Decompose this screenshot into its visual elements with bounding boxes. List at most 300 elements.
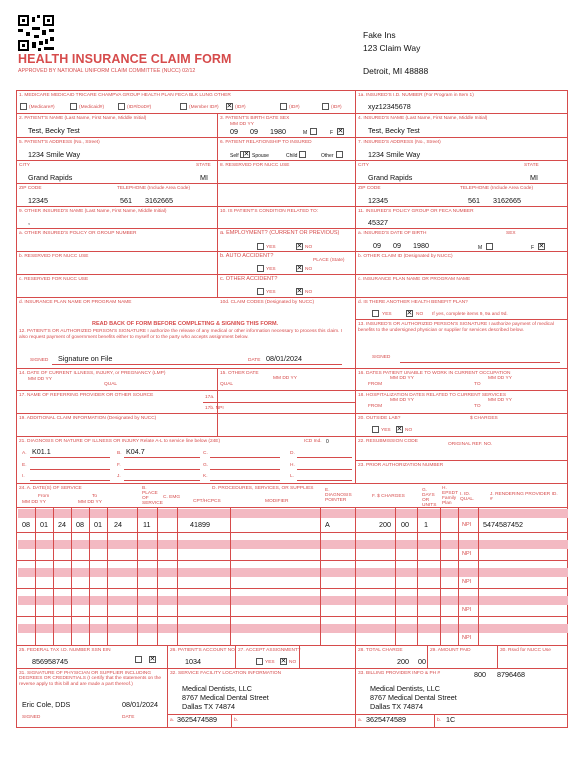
grid-line <box>107 507 108 645</box>
box24-modifier-label: MODIFIER <box>265 499 289 504</box>
box16-from-mmddyy: MM DD YY <box>390 376 414 381</box>
ein-checkbox[interactable] <box>149 656 156 663</box>
line-letter-label: H. <box>290 463 295 468</box>
diagnosis-a-field[interactable]: K01.1 <box>32 447 51 456</box>
tricare-checkbox[interactable] <box>118 103 125 110</box>
auto-yes-label: YES <box>266 267 276 272</box>
insured-zip-field[interactable]: 12345 <box>368 196 388 205</box>
box5-label: 5. PATIENT'S ADDRESS (No., Street) <box>19 140 100 145</box>
line-letter-label: D. <box>290 451 295 456</box>
qr-code-icon <box>18 15 54 51</box>
box16-to-mmddyy: MM DD YY <box>488 376 512 381</box>
box8-label: 8. RESERVED FOR NUCC USE <box>220 163 290 168</box>
box32-label: 32. SERVICE FACILITY LOCATION INFORMATION <box>170 671 282 676</box>
patient-signature-field[interactable]: Signature on File <box>58 354 113 363</box>
box31-label: 31. SIGNATURE OF PHYSICIAN OR SUPPLIER INCLUDING DEGREES OR CREDENTIALS (I certify that the statements on the reverse apply to this bill and are made a part thereof.) <box>19 671 162 687</box>
qr-module <box>49 29 54 32</box>
box9b-label: b. RESERVED FOR NUCC USE <box>19 254 89 259</box>
billing-street-field[interactable]: 8767 Medical Dental Street <box>370 693 457 702</box>
rel-spouse-label: Spouse <box>252 153 269 159</box>
billing-phone-field[interactable]: 8796468 <box>497 670 525 679</box>
box23-label: 23. PRIOR AUTHORIZATION NUMBER <box>358 463 444 468</box>
line1-from-mm[interactable]: 08 <box>22 520 30 529</box>
box10-label: 10. IS PATIENT'S CONDITION RELATED TO: <box>220 209 319 214</box>
other-acc-yes-label: YES <box>266 290 276 295</box>
box7-state-label: STATE <box>524 163 539 168</box>
another-plan-yes-checkbox[interactable] <box>372 310 379 317</box>
box24-cpt-label: CPT/HCPCS <box>193 499 221 504</box>
box17a-label: 17a. <box>205 395 215 400</box>
qr-module <box>45 39 48 44</box>
facility-name-field[interactable]: Medical Dentists, LLC <box>182 684 252 693</box>
sex-m-label: M <box>303 130 308 136</box>
box24j-header: J. RENDERING PROVIDER ID. # <box>490 492 558 502</box>
box16-from: FROM <box>368 382 383 387</box>
other-insured-name-field[interactable]: , <box>28 217 30 226</box>
insured-sex-f-label: F <box>531 245 535 251</box>
other-acc-no-checkbox[interactable] <box>296 288 303 295</box>
service-line-shading <box>18 540 568 549</box>
insured-id-field[interactable]: xyz12345678 <box>368 102 411 111</box>
box15-label: 15. OTHER DATE <box>220 371 259 376</box>
box7-tel-label: TELEPHONE (Include Area Code) <box>460 186 534 191</box>
insured-birth-dd-field[interactable]: 09 <box>393 241 401 250</box>
grid-line <box>52 364 342 365</box>
service-line-shading <box>18 624 568 633</box>
patient-city-field[interactable]: Grand Rapids <box>28 173 73 182</box>
rel-other-label: Other <box>321 153 334 159</box>
another-plan-yes-label: YES <box>382 312 392 317</box>
box11-label: 11. INSURED'S POLICY GROUP OR FECA NUMBER <box>358 209 474 214</box>
box17-label: 17. NAME OF REFERRING PROVIDER OR OTHER SOURCE <box>19 393 154 398</box>
box18-to-mmddyy: MM DD YY <box>488 398 512 403</box>
box16-label: 16. DATES PATIENT UNABLE TO WORK IN CURRENT OCCUPATION <box>358 371 511 376</box>
insured-name-field[interactable]: Test, Becky Test <box>368 126 420 135</box>
box24-to: To <box>92 494 98 499</box>
grid-line <box>124 469 200 470</box>
outside-lab-yes-label: YES <box>381 428 391 433</box>
birth-yy-field[interactable]: 1980 <box>270 127 286 136</box>
grid-line <box>89 507 90 645</box>
grid-line <box>16 507 568 508</box>
box14-qual: QUAL <box>104 382 118 387</box>
auto-no-label: NO <box>305 267 313 272</box>
line-letter-label: E. <box>22 463 27 468</box>
grid-line <box>355 90 356 483</box>
box24h-header: H. EPSDT Family Plan <box>442 486 458 506</box>
outside-lab-no-checkbox[interactable] <box>396 426 403 433</box>
read-back-notice: READ BACK OF FORM BEFORE COMPLETING & SIGNING THIS FORM. <box>92 321 279 327</box>
billing-city-field[interactable]: Dallas TX 74874 <box>370 702 424 711</box>
sex-m-checkbox[interactable] <box>310 128 317 135</box>
facility-street-field[interactable]: 8767 Medical Dental Street <box>182 693 269 702</box>
medicare-checkbox[interactable] <box>20 103 27 110</box>
grid-line <box>16 113 568 114</box>
box18-to: TO <box>474 404 481 409</box>
another-plan-no-label: NO <box>416 312 424 317</box>
box15-mmddyy: MM DD YY <box>273 376 297 381</box>
insured-sex-f-checkbox[interactable] <box>538 243 545 250</box>
grid-line <box>297 480 352 481</box>
box17b-label: 17b. NPI <box>205 406 224 411</box>
line1-to-mm[interactable]: 08 <box>76 520 84 529</box>
line-letter-label: B. <box>117 451 122 456</box>
box24b-header: B. PLACE OF SERVICE <box>142 486 163 506</box>
patient-street-field[interactable]: 1234 Smile Way <box>28 150 81 159</box>
grid-line <box>478 507 479 645</box>
other-opt: (ID#) <box>331 105 342 110</box>
billing-name-field[interactable]: Medical Dentists, LLC <box>370 684 440 693</box>
grid-line <box>16 413 568 414</box>
tax-id-field[interactable]: 856958745 <box>32 657 68 666</box>
employment-yes-label: YES <box>266 245 276 250</box>
box21-icd-label: ICD Ind. <box>304 439 322 444</box>
qr-module <box>50 37 54 41</box>
auto-no-checkbox[interactable] <box>296 265 303 272</box>
box7-zip-label: ZIP CODE <box>358 186 381 191</box>
box24c-header: C. EMG <box>163 495 181 500</box>
qr-module <box>32 27 40 30</box>
insured-city-field[interactable]: Grand Rapids <box>368 173 413 182</box>
box30-label: 30. Rsvd for NUCC Use <box>500 648 551 653</box>
insured-birth-mm-field[interactable]: 09 <box>373 241 381 250</box>
feca-opt: (ID#) <box>289 105 300 110</box>
service-line-shading <box>18 596 568 605</box>
grid-line <box>230 507 231 645</box>
line-letter-label: b. <box>234 718 239 723</box>
medicare-opt: (Medicare#) <box>29 105 55 110</box>
line1-from-yy[interactable]: 24 <box>58 520 66 529</box>
qr-module <box>32 17 35 22</box>
approval-note: APPROVED BY NATIONAL UNIFORM CLAIM COMMITTEE (NUCC) 02/12 <box>18 68 196 74</box>
box18-from: FROM <box>368 404 383 409</box>
total-charge-cents[interactable]: 00 <box>418 657 426 666</box>
employment-no-checkbox[interactable] <box>296 243 303 250</box>
auto-yes-checkbox[interactable] <box>257 265 264 272</box>
line2-npi: NPI <box>462 551 472 557</box>
other-acc-no-label: NO <box>305 290 313 295</box>
accept-no-checkbox[interactable] <box>280 658 287 665</box>
outside-lab-yes-checkbox[interactable] <box>372 426 379 433</box>
box19-label: 19. ADDITIONAL CLAIM INFORMATION (Designated by NUCC) <box>19 416 157 421</box>
box24a-header: 24. A. DATE(S) OF SERVICE <box>19 486 82 491</box>
grid-line <box>30 480 110 481</box>
box9c-label: c. RESERVED FOR NUCC USE <box>19 277 89 282</box>
grid-line <box>440 507 441 645</box>
box31-date-label: DATE <box>122 715 135 720</box>
grid-line <box>177 507 178 645</box>
qr-module <box>38 48 41 51</box>
line-letter-label: L. <box>290 474 295 479</box>
line1-pos[interactable]: 11 <box>143 520 151 529</box>
rel-other-checkbox[interactable] <box>336 151 343 158</box>
grid-line <box>71 507 72 645</box>
tricare-opt: (ID#/DoD#) <box>127 105 152 110</box>
grid-line <box>217 113 218 297</box>
diagnosis-b-field[interactable]: K04.7 <box>126 447 145 456</box>
grid-line <box>16 228 568 229</box>
box3-label: 3. PATIENT'S BIRTH DATE SEX <box>220 116 290 121</box>
box22-orig-label: ORIGINAL REF. NO. <box>448 442 493 447</box>
patient-state-field[interactable]: MI <box>200 173 208 182</box>
box25-label: 25. FEDERAL TAX I.D. NUMBER SSN EIN <box>19 648 111 653</box>
qr-module <box>26 32 30 36</box>
box24f-header: F. $ CHARGES <box>372 494 405 499</box>
grid-line <box>167 645 168 728</box>
line-letter-label: C. <box>203 451 208 456</box>
grid-line <box>231 714 232 728</box>
patient-phone-field[interactable]: 3162665 <box>145 196 173 205</box>
grid-line <box>16 251 568 252</box>
birth-dd-field[interactable]: 09 <box>250 127 258 136</box>
other-acc-yes-checkbox[interactable] <box>257 288 264 295</box>
grid-line <box>16 645 568 646</box>
grid-line <box>16 183 568 184</box>
box7-city-label: CITY <box>358 163 369 168</box>
form-title: HEALTH INSURANCE CLAIM FORM <box>18 52 232 66</box>
box10d-label: 10d. CLAIM CODES (Designated by NUCC) <box>220 300 315 305</box>
payer-street: 123 Claim Way <box>363 43 421 53</box>
another-plan-note: If yes, complete items 9, 9a and 9d. <box>432 312 508 317</box>
grid-line <box>355 645 356 728</box>
grid-line <box>497 645 498 668</box>
grid-line <box>210 457 280 458</box>
box11c-label: c. INSURANCE PLAN NAME OR PROGRAM NAME <box>358 277 471 282</box>
box12-date-label: DATE <box>248 358 261 363</box>
box10a-label: a. EMPLOYMENT? (CURRENT OR PREVIOUS) <box>220 230 340 236</box>
qr-module <box>37 15 40 18</box>
box28-label: 28. TOTAL CHARGE <box>358 648 403 653</box>
line1-to-yy[interactable]: 24 <box>114 520 122 529</box>
box13-label: 13. INSURED'S OR AUTHORIZED PERSON'S SIGNATURE I authorize payment of medical benefits to the undersigned physician or supplier for services described below. <box>358 322 554 333</box>
box5-tel-label: TELEPHONE (Include Area Code) <box>117 186 191 191</box>
box11a-sex-label: SEX <box>506 231 516 236</box>
group-health-checkbox[interactable] <box>226 103 233 110</box>
box24i-header: I. ID. QUAL. <box>460 492 475 502</box>
box10c-label: c. OTHER ACCIDENT? <box>220 276 278 282</box>
grid-line <box>16 532 568 533</box>
box12-label: 12. PATIENT'S OR AUTHORIZED PERSON'S SIGNATURE I authorize the release of any medical or other information necessary to process this claim. I also request payment of government benefits either to myself or to the party who accepts assignment below. <box>19 329 343 340</box>
service-line-shading <box>18 568 568 577</box>
sex-f-label: F <box>330 130 334 136</box>
box33-label: 33. BILLING PROVIDER INFO & PH # <box>358 671 441 676</box>
box13-signed-label: SIGNED <box>372 355 391 360</box>
box18-label: 18. HOSPITALIZATION DATES RELATED TO CURRENT SERVICES <box>358 393 507 398</box>
grid-line <box>417 507 418 645</box>
rel-spouse-checkbox[interactable] <box>243 151 250 158</box>
box7-label: 7. INSURED'S ADDRESS (No., Street) <box>358 140 441 145</box>
policy-group-field[interactable]: 45327 <box>368 218 388 227</box>
payer-name: Fake Ins <box>363 30 396 40</box>
line-letter-label: G. <box>203 463 209 468</box>
box9-label: 9. OTHER INSURED'S NAME (Last Name, First Name, Middle Initial) <box>19 209 167 214</box>
employment-yes-checkbox[interactable] <box>257 243 264 250</box>
billing-area-field[interactable]: 800 <box>474 670 486 679</box>
line4-npi: NPI <box>462 607 472 613</box>
box27-label: 27. ACCEPT ASSIGNMENT? <box>238 648 301 653</box>
grid-line <box>210 480 280 481</box>
box5-zip-label: ZIP CODE <box>19 186 42 191</box>
box11b-label: b. OTHER CLAIM ID (Designated by NUCC) <box>358 254 453 259</box>
line-letter-label: K. <box>203 474 208 479</box>
insured-state-field[interactable]: MI <box>530 173 538 182</box>
patient-zip-field[interactable]: 12345 <box>28 196 48 205</box>
other-checkbox[interactable] <box>322 103 329 110</box>
box20-charges-label: $ CHARGES <box>470 416 498 421</box>
line1-from-dd[interactable]: 01 <box>40 520 48 529</box>
patient-name-field[interactable]: Test, Becky Test <box>28 126 80 135</box>
grid-line <box>355 319 568 320</box>
line5-npi: NPI <box>462 635 472 641</box>
line1-units[interactable]: 1 <box>424 520 428 529</box>
qr-module <box>32 42 36 48</box>
box6-label: 6. PATIENT RELATIONSHIP TO INSURED <box>220 140 312 145</box>
outside-lab-no-label: NO <box>405 428 413 433</box>
patient-area-field[interactable]: 561 <box>120 196 132 205</box>
rel-child-label: Child <box>286 153 298 159</box>
patient-signature-date-field[interactable]: 08/01/2024 <box>266 354 302 363</box>
box11d-label: d. IS THERE ANOTHER HEALTH BENEFIT PLAN? <box>358 300 468 305</box>
box10b-place-label: PLACE (State) <box>313 258 345 263</box>
insured-birth-yy-field[interactable]: 1980 <box>413 241 429 250</box>
box1a-label: 1a. INSURED'S I.D. NUMBER (For Program in Item 1) <box>358 93 474 98</box>
qr-module <box>34 35 39 38</box>
grid-line <box>16 668 568 669</box>
line-letter-label: a. <box>170 718 175 723</box>
employment-no-label: NO <box>305 245 313 250</box>
grid-line <box>16 436 568 437</box>
box9d-label: d. INSURANCE PLAN NAME OR PROGRAM NAME <box>19 300 132 305</box>
qr-module <box>47 19 50 22</box>
grid-line <box>297 469 352 470</box>
line-letter-label: a. <box>358 718 363 723</box>
qr-module <box>44 47 54 50</box>
box1-label: 1. MEDICARE MEDICAID TRICARE CHAMPVA GROUP HEALTH PLAN FECA BLK LUNG OTHER <box>19 93 231 98</box>
box31-signed-label: SIGNED <box>22 715 41 720</box>
box9a-label: a. OTHER INSURED'S POLICY OR GROUP NUMBER <box>19 231 137 236</box>
grid-line <box>355 507 356 645</box>
group-opt: (ID#) <box>235 105 246 110</box>
box4-label: 4. INSURED'S NAME (Last Name, First Name, Middle Initial) <box>358 116 488 121</box>
champva-opt: (Member ID#) <box>189 105 219 110</box>
qr-module <box>39 41 43 45</box>
grid-line <box>16 368 568 369</box>
rel-self-label: Self <box>230 153 239 159</box>
billing-npi-field[interactable]: 3625474589 <box>366 715 406 724</box>
medicaid-checkbox[interactable] <box>70 103 77 110</box>
accept-no-label: NO <box>289 660 297 665</box>
line1-to-dd[interactable]: 01 <box>94 520 102 529</box>
box24-to-mmddyy: MM DD YY <box>78 500 102 505</box>
medicaid-opt: (Medicaid#) <box>79 105 105 110</box>
qr-module <box>42 30 46 35</box>
insured-area-field[interactable]: 561 <box>468 196 480 205</box>
grid-line <box>16 560 568 561</box>
grid-line <box>203 402 355 403</box>
grid-line <box>16 588 568 589</box>
facility-npi-field[interactable]: 3625474589 <box>177 715 217 724</box>
box14-mmddyy: MM DD YY <box>28 377 52 382</box>
box10b-label: b. AUTO ACCIDENT? <box>220 253 274 259</box>
accept-yes-label: YES <box>265 660 275 665</box>
champva-checkbox[interactable] <box>180 103 187 110</box>
box2-label: 2. PATIENT'S NAME (Last Name, First Name, Middle Initial) <box>19 116 147 121</box>
qr-module <box>22 19 25 22</box>
box24-from: From <box>38 494 50 499</box>
box11a-label: a. INSURED'S DATE OF BIRTH <box>358 231 427 236</box>
rel-child-checkbox[interactable] <box>299 151 306 158</box>
physician-name-field[interactable]: Eric Cole, DDS <box>22 700 71 709</box>
line-letter-label: F. <box>117 463 121 468</box>
line1-pointer[interactable]: A <box>325 520 330 529</box>
grid-line <box>427 645 428 668</box>
box24e-header: E. DIAGNOSIS POINTER <box>325 488 352 503</box>
box16-to: TO <box>474 382 481 387</box>
box26-label: 26. PATIENT'S ACCOUNT NO. <box>170 648 237 653</box>
grid-line <box>157 507 158 645</box>
insured-street-field[interactable]: 1234 Smile Way <box>368 150 421 159</box>
grid-line <box>400 362 560 363</box>
grid-line <box>16 297 568 298</box>
line1-cents[interactable]: 00 <box>401 520 409 529</box>
insured-sex-m-checkbox[interactable] <box>486 243 493 250</box>
box29-label: 29. AMOUNT PAID <box>430 648 471 653</box>
grid-line <box>137 507 138 645</box>
line1-cpt[interactable]: 41899 <box>190 520 210 529</box>
accept-yes-checkbox[interactable] <box>256 658 263 665</box>
box22-label: 22. RESUBMISSION CODE <box>358 439 418 444</box>
line1-charge[interactable]: 200 <box>379 520 391 529</box>
box24-from-mmddyy: MM DD YY <box>22 500 46 505</box>
box14-label: 14. DATE OF CURRENT ILLNESS, INJURY, or PREGNANCY (LMP) <box>19 371 166 376</box>
box5-city-label: CITY <box>19 163 30 168</box>
grid-line <box>458 507 459 645</box>
box18-from-mmddyy: MM DD YY <box>390 398 414 403</box>
grid-line <box>210 469 280 470</box>
box21-label: 21. DIAGNOSIS OR NATURE OF ILLNESS OR INJURY Relate A-L to service line below (24E) <box>19 439 221 444</box>
line3-npi: NPI <box>462 579 472 585</box>
another-plan-no-checkbox[interactable] <box>406 310 413 317</box>
box24d-header: D. PROCEDURES, SERVICES, OR SUPPLIES <box>212 486 314 491</box>
line-letter-label: b. <box>437 718 442 723</box>
payer-city: Detroit, MI 48888 <box>363 66 429 76</box>
grid-line <box>35 507 36 645</box>
grid-line <box>30 457 110 458</box>
grid-line <box>53 507 54 645</box>
grid-line <box>16 206 568 207</box>
physician-date-field[interactable]: 08/01/2024 <box>122 700 158 709</box>
ssn-checkbox[interactable] <box>135 656 142 663</box>
box24g-header: G. DAYS OR UNITS <box>422 488 437 508</box>
grid-line <box>16 616 568 617</box>
grid-line <box>16 160 568 161</box>
total-charge-field[interactable]: 200 <box>397 657 409 666</box>
grid-line <box>124 457 200 458</box>
line-letter-label: I. <box>22 474 25 479</box>
line1-provider[interactable]: 5474587452 <box>483 520 523 529</box>
account-no-field[interactable]: 1034 <box>185 657 201 666</box>
feca-checkbox[interactable] <box>280 103 287 110</box>
birth-mm-field[interactable]: 09 <box>230 127 238 136</box>
facility-city-field[interactable]: Dallas TX 74874 <box>182 702 236 711</box>
service-line-shading <box>18 509 568 518</box>
insured-sex-m-label: M <box>478 245 483 251</box>
insured-phone-field[interactable]: 3162665 <box>493 196 521 205</box>
icd-ind-field[interactable]: 0 <box>326 439 329 445</box>
grid-line <box>16 274 568 275</box>
sex-f-checkbox[interactable] <box>337 128 344 135</box>
billing-other-id-field[interactable]: 1C <box>446 715 456 724</box>
